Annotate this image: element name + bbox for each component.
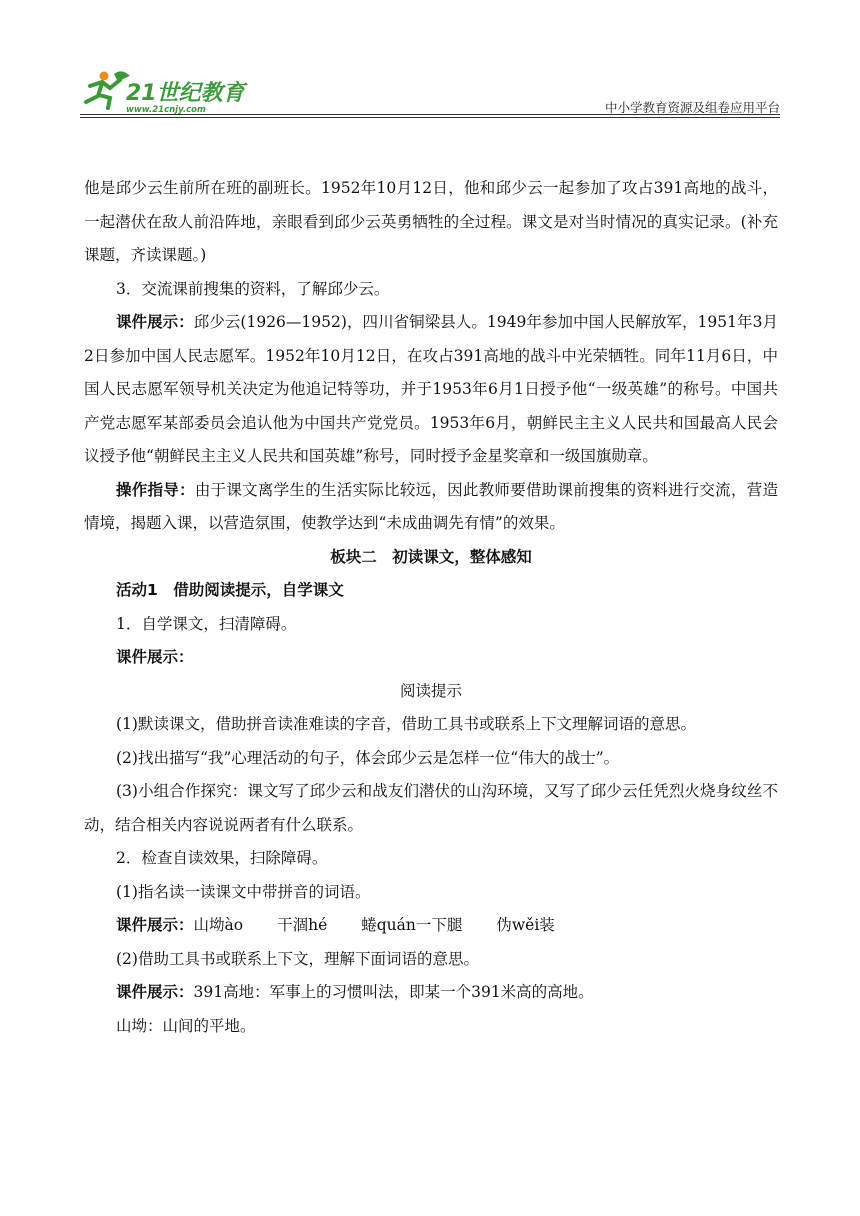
courseware-label: 课件展示： — [116, 983, 194, 1001]
paragraph: 3．交流课前搜集的资料，了解邱少云。 — [116, 279, 390, 298]
page-header — [80, 58, 780, 118]
guidance-paragraph — [84, 474, 778, 541]
paragraph: (2)借助工具书或联系上下文，理解下面词语的意思。 — [116, 949, 479, 968]
logo-text: 21世纪教育 — [126, 81, 245, 106]
guidance-label: 操作指导： — [116, 480, 195, 499]
paragraph: 他是邱少云生前所在班的副班长。1952年10月12日，他和邱少云一起参加了攻占391高地的战斗，一起潜伏在敌人前沿阵地，亲眼看到邱少云英勇牺牲的全过程。课文是对当时情况的真实记录。(补充课题，齐读课题。) — [84, 179, 778, 264]
platform-name: 中小学教育资源及组卷应用平台 — [604, 100, 780, 115]
word-item: 干涸hé — [277, 916, 328, 934]
body-content — [84, 172, 778, 1043]
paragraph: (1)指名读一读课文中带拼音的词语。 — [116, 882, 371, 901]
paragraph: 2．检查自读效果，扫除障碍。 — [116, 849, 328, 867]
paragraph: 1．自学课文，扫清障碍。 — [116, 614, 297, 633]
reading-tip: (1)默读课文，借助拼音读准难读的字音，借助工具书或联系上下文理解词语的意思。 — [116, 715, 696, 733]
paragraph-text: 由于课文离学生的生活实际比较远，因此教师要借助课前搜集的资料进行交流，营造情境，揭题入课，以营造氛围，使教学达到“未成曲调先有情”的效果。 — [84, 480, 778, 532]
section-title: 板块二 初读课文，整体感知 — [330, 547, 532, 566]
courseware-label: 课件展示： — [116, 313, 194, 331]
word-item: 山坳ào — [193, 916, 244, 934]
courseware-label: 课件展示： — [116, 916, 194, 934]
word-item: 蜷quán一下腿 — [361, 916, 463, 934]
courseware-label: 课件展示： — [116, 648, 194, 666]
reading-tip: (2)找出描写“我”心理活动的句子，体会邱少云是怎样一位“伟大的战士”。 — [116, 748, 620, 767]
courseware-paragraph — [84, 976, 778, 1010]
header-rule — [80, 114, 780, 115]
paragraph-text: 391高地：军事上的习惯叫法，即某一个391米高的高地。 — [193, 983, 594, 1001]
paragraph-text: 邱少云(1926—1952)，四川省铜梁县人。1949年参加中国人民解放军，1951年3月2日参加中国人民志愿军。1952年10月12日，在攻占391高地的战斗中光荣牺牲。同年11月6日，中国人民志愿军领导机关决定为他追记特等功，并于1953年6月1日授予他“一级英雄”的称号。中国共产党志愿军某部委员会追认他为中国共产党党员。1953年6月，朝鲜民主主义人民共和国最高人民会议授予他“朝鲜民主主义人民共和国英雄”称号，同时授予金星奖章和一级国旗勋章。 — [84, 313, 778, 465]
logo-21cnjy — [80, 66, 250, 116]
paragraph: 山坳：山间的平地。 — [116, 1016, 256, 1035]
header-rule-thin — [80, 117, 780, 118]
activity-title: 活动1 借助阅读提示，自学课文 — [116, 581, 344, 599]
logo-url: www.21cnjy.com — [126, 105, 206, 115]
reading-tip-title: 阅读提示 — [399, 681, 462, 700]
word-item: 伪wěi装 — [496, 916, 555, 934]
courseware-paragraph — [84, 909, 778, 943]
courseware-paragraph — [84, 306, 778, 474]
reading-tip: (3)小组合作探究：课文写了邱少云和战友们潜伏的山沟环境，又写了邱少云任凭烈火烧身纹丝不动，结合相关内容说说两者有什么联系。 — [84, 782, 778, 834]
courseware-paragraph — [84, 641, 778, 675]
